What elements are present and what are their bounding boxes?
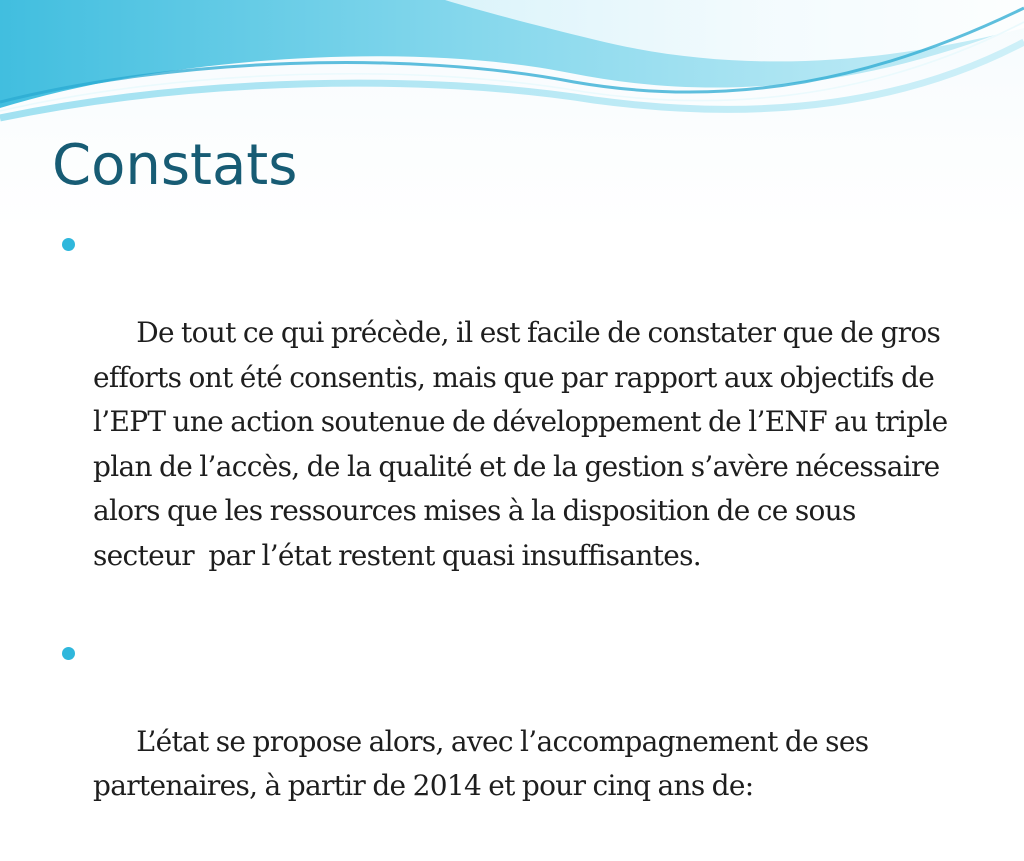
bullet-list	[62, 222, 962, 861]
slide-title: Constats	[52, 133, 298, 198]
bullet-text-2: L’état se propose alors, avec l’accompagnement de ses partenaires, à partir de 2014 et pour cinq ans de:	[93, 724, 876, 802]
bullet-item-2	[62, 631, 962, 854]
bullet-text-1: De tout ce qui précède, il est facile de constater que de gros efforts ont été consentis, mais que par rapport aux objectifs de l’EPT une action soutenue de développement de l’ENF au triple plan de l’accès, de la qualité et de la gestion s’avère nécessaire alors que les ressources mises à la disposition de ce sous secteur par l’état restent quasi insuffisantes.	[93, 316, 955, 572]
bullet-dot-icon	[62, 647, 75, 660]
decorative-wave-header	[0, 0, 1024, 130]
bullet-dot-icon	[62, 238, 75, 251]
bullet-item-1	[62, 222, 962, 623]
